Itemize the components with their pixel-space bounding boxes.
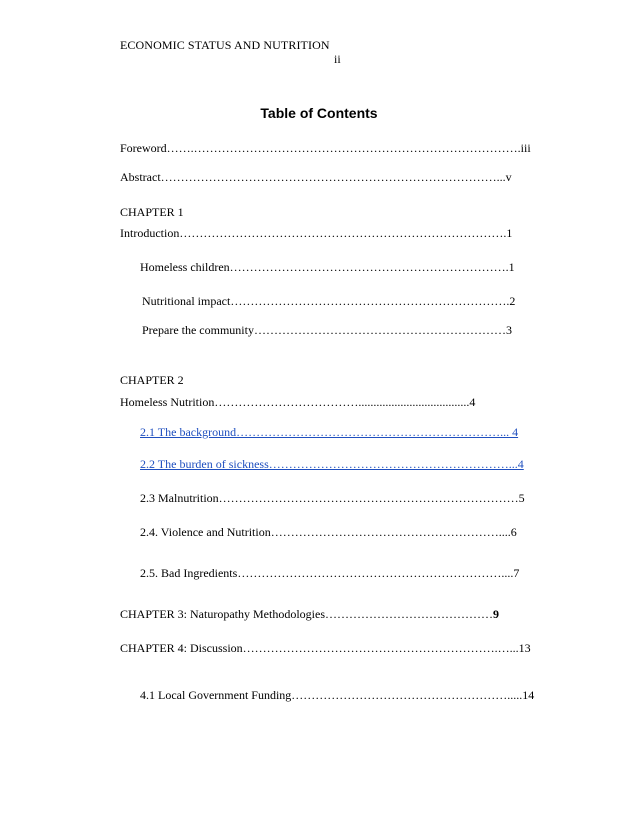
toc-entry-foreword[interactable] bbox=[120, 141, 543, 156]
toc-link-background[interactable] bbox=[140, 425, 543, 440]
toc-entry-text: 2.5. Bad Ingredients…………………………………………………………....7 bbox=[140, 566, 520, 580]
toc-entry-text: Prepare the community………………………………………………………3 bbox=[142, 323, 512, 337]
toc-entry-text: 2.2 The burden of sickness……………………………………………………...4 bbox=[140, 457, 524, 471]
chapter-heading: CHAPTER 2 bbox=[120, 373, 184, 387]
toc-link-burden-of-sickness[interactable] bbox=[140, 457, 543, 472]
toc-entry-text: 2.4. Violence and Nutrition…………………………………………………....6 bbox=[140, 525, 517, 539]
toc-entry-nutritional-impact[interactable] bbox=[142, 294, 543, 309]
toc-entry-text: CHAPTER 4: Discussion……………………………………………………….…...13 bbox=[120, 641, 531, 655]
toc-entry-chapter-3[interactable] bbox=[120, 607, 543, 622]
page-number: ii bbox=[334, 52, 341, 66]
toc-entry-text: Homeless children…………………………………………………………….1 bbox=[140, 260, 515, 274]
chapter-heading: CHAPTER 1 bbox=[120, 205, 184, 219]
toc-entry-bad-ingredients[interactable] bbox=[140, 566, 543, 581]
toc-entry-text: 2.1 The background…………………………………………………………... 4 bbox=[140, 425, 519, 439]
toc-entry-text: Foreword…….……………………………………………………………………….iii bbox=[120, 141, 531, 155]
toc-entry-text: 4.1 Local Government Funding……………………………………………….....14 bbox=[140, 688, 535, 702]
toc-entry-homeless-children[interactable] bbox=[140, 260, 543, 275]
toc-entry-text: Homeless Nutrition……………………………….....................................4 bbox=[120, 395, 476, 409]
toc-entry-chapter-4[interactable] bbox=[120, 641, 543, 656]
toc-entry-introduction[interactable] bbox=[120, 226, 543, 241]
toc-entry-malnutrition[interactable] bbox=[140, 491, 543, 506]
toc-title: Table of Contents bbox=[260, 105, 378, 121]
toc-entry-text: 2.3 Malnutrition…………………………………………………………………5 bbox=[140, 491, 525, 505]
toc-entry-text: CHAPTER 3: Naturopathy Methodologies…………………………………… bbox=[120, 607, 493, 621]
toc-entry-violence-nutrition[interactable] bbox=[140, 525, 543, 540]
toc-entry-homeless-nutrition[interactable] bbox=[120, 395, 543, 410]
toc-entry-text: Nutritional impact…………………………………………………………….2 bbox=[142, 294, 516, 308]
toc-entry-text: Introduction……………………………………………………………………….1 bbox=[120, 226, 513, 240]
toc-entry-prepare-community[interactable] bbox=[142, 323, 543, 338]
running-header: ECONOMIC STATUS AND NUTRITION bbox=[120, 38, 330, 52]
toc-entry-text: Abstract…………………………………………………………………………...v bbox=[120, 170, 512, 184]
toc-entry-page: 9 bbox=[492, 607, 499, 621]
toc-entry-abstract[interactable] bbox=[120, 170, 543, 185]
toc-entry-local-government-funding[interactable] bbox=[140, 688, 543, 703]
